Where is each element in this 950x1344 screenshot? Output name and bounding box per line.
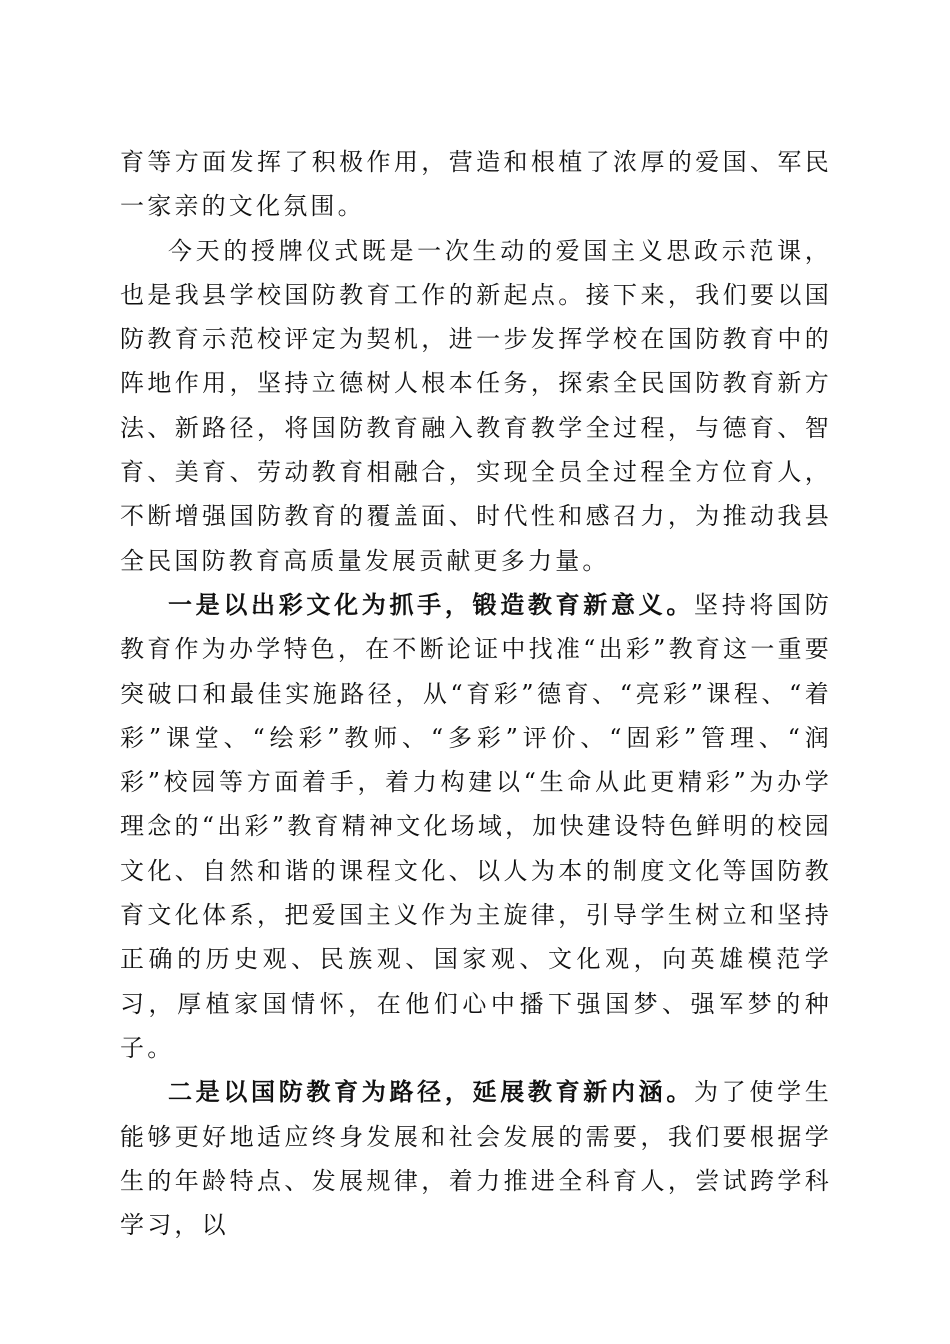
paragraph-text: 今天的授牌仪式既是一次生动的爱国主义思政示范课，也是我县学校国防教育工作的新起点。接下来，我们要以国防教育示范校评定为契机，进一步发挥学校在国防教育中的阵地作用，坚持立德树人根本任务，探索全民国防教育新方法、新路径，将国防教育融入教育教学全过程，与德育、智育、美育、劳动教育相融合，实现全员全过程全方位育人，不断增强国防教育的覆盖面、时代性和感召力，为推动我县全民国防教育高质量发展贡献更多力量。: [120, 236, 832, 575]
document-body: [120, 140, 832, 1247]
paragraph-continuation: [120, 140, 832, 229]
paragraph-text: 为了使学生能够更好地适应终身发展和社会发展的需要，我们要根据学生的年龄特点、发展规律，着力推进全科育人，尝试跨学科学习，以: [120, 1078, 832, 1240]
paragraph-lead-heading: 一是以出彩文化为抓手，锻造教育新意义。: [168, 589, 695, 619]
paragraph-text: 育等方面发挥了积极作用，营造和根植了浓厚的爱国、军民一家亲的文化氛围。: [120, 148, 832, 221]
paragraph-point-two: [120, 1070, 832, 1247]
paragraph-ceremony: [120, 229, 832, 583]
paragraph-point-one: [120, 583, 832, 1070]
paragraph-lead-heading: 二是以国防教育为路径，延展教育新内涵。: [168, 1077, 695, 1107]
paragraph-text: 坚持将国防教育作为办学特色，在不断论证中找准“出彩”教育这一重要突破口和最佳实施路径，从“育彩”德育、“亮彩”课程、“着彩”课堂、“绘彩”教师、“多彩”评价、“固彩”管理、“润彩”校园等方面着手，着力构建以“生命从此更精彩”为办学理念的“出彩”教育精神文化场域，加快建设特色鲜明的校园文化、自然和谐的课程文化、以人为本的制度文化等国防教育文化体系，把爱国主义作为主旋律，引导学生树立和坚持正确的历史观、民族观、国家观、文化观，向英雄模范学习，厚植家国情怀，在他们心中播下强国梦、强军梦的种子。: [120, 590, 832, 1062]
